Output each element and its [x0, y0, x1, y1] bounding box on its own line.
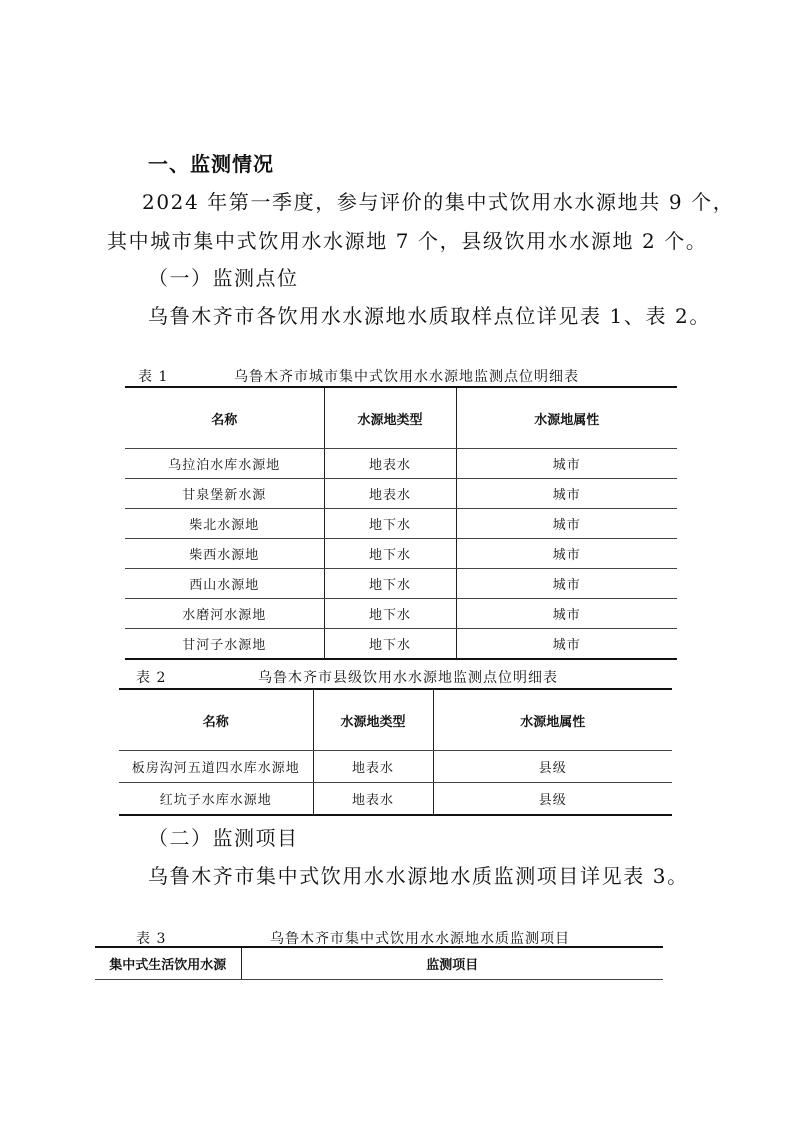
- table-cell-type: 地表水: [324, 479, 456, 509]
- monitoring-items-paragraph: 乌鲁木齐市集中式饮用水水源地水质监测项目详见表 3。: [148, 864, 689, 888]
- table-cell-type: 地下水: [324, 629, 456, 660]
- table1-header-name: 名称: [125, 387, 324, 449]
- table3: [95, 946, 663, 980]
- table3-header-items: 监测项目: [241, 947, 663, 980]
- subsection-title-monitoring-points: （一）监测点位: [148, 266, 299, 290]
- table2-header-attribute: 水源地属性: [433, 689, 672, 751]
- table1: [125, 386, 677, 660]
- table-cell-attribute: 县级: [433, 751, 672, 783]
- table-cell-name: 红坑子水库水源地: [119, 783, 313, 816]
- table-row: [119, 751, 672, 783]
- table-cell-name: 甘泉堡新水源: [125, 479, 324, 509]
- table-row: [125, 569, 677, 599]
- table-cell-type: 地下水: [324, 599, 456, 629]
- table-cell-type: 地下水: [324, 539, 456, 569]
- table-cell-attribute: 城市: [456, 599, 677, 629]
- table-cell-attribute: 城市: [456, 479, 677, 509]
- table-cell-name: 水磨河水源地: [125, 599, 324, 629]
- table-cell-type: 地表水: [313, 751, 433, 783]
- table-cell-name: 甘河子水源地: [125, 629, 324, 660]
- monitoring-points-paragraph: 乌鲁木齐市各饮用水水源地水质取样点位详见表 1、表 2。: [148, 304, 711, 328]
- table-row: [125, 629, 677, 660]
- table-cell-name: 西山水源地: [125, 569, 324, 599]
- table2-number: 表 2: [136, 670, 167, 686]
- table-cell-type: 地表水: [313, 783, 433, 816]
- table1-header-row: [125, 387, 677, 449]
- table1-title: 乌鲁木齐市城市集中式饮用水水源地监测点位明细表: [234, 369, 579, 385]
- table-row: [125, 509, 677, 539]
- table2-header-type: 水源地类型: [313, 689, 433, 751]
- table2-header-name: 名称: [119, 689, 313, 751]
- table2: [119, 688, 672, 816]
- table1-header-attribute: 水源地属性: [456, 387, 677, 449]
- table-cell-attribute: 城市: [456, 629, 677, 660]
- intro-paragraph-line-2: 其中城市集中式饮用水水源地 7 个，县级饮用水水源地 2 个。: [107, 229, 708, 253]
- table3-header-source: 集中式生活饮用水源: [95, 947, 241, 980]
- table-row: [125, 479, 677, 509]
- table-cell-attribute: 城市: [456, 449, 677, 479]
- table-cell-name: 乌拉泊水库水源地: [125, 449, 324, 479]
- table1-number: 表 1: [138, 369, 169, 385]
- table-row: [125, 539, 677, 569]
- intro-paragraph-line-1: 2024 年第一季度，参与评价的集中式饮用水水源地共 9 个，: [142, 190, 735, 214]
- table3-header-row: [95, 947, 663, 980]
- table-row: [125, 599, 677, 629]
- table-cell-attribute: 城市: [456, 509, 677, 539]
- table-row: [125, 449, 677, 479]
- table-cell-type: 地表水: [324, 449, 456, 479]
- table3-number: 表 3: [136, 931, 167, 947]
- table-cell-name: 板房沟河五道四水库水源地: [119, 751, 313, 783]
- table1-header-type: 水源地类型: [324, 387, 456, 449]
- table2-header-row: [119, 689, 672, 751]
- subsection-title-monitoring-items: （二）监测项目: [148, 826, 299, 850]
- table2-title: 乌鲁木齐市县级饮用水水源地监测点位明细表: [258, 670, 558, 686]
- table-cell-attribute: 城市: [456, 569, 677, 599]
- table-cell-type: 地下水: [324, 569, 456, 599]
- table-cell-name: 柴北水源地: [125, 509, 324, 539]
- section-title: 一、监测情况: [148, 152, 274, 176]
- table3-title: 乌鲁木齐市集中式饮用水水源地水质监测项目: [270, 931, 570, 947]
- table-cell-name: 柴西水源地: [125, 539, 324, 569]
- table-row: [119, 783, 672, 816]
- table-cell-attribute: 县级: [433, 783, 672, 816]
- table-cell-attribute: 城市: [456, 539, 677, 569]
- table-cell-type: 地下水: [324, 509, 456, 539]
